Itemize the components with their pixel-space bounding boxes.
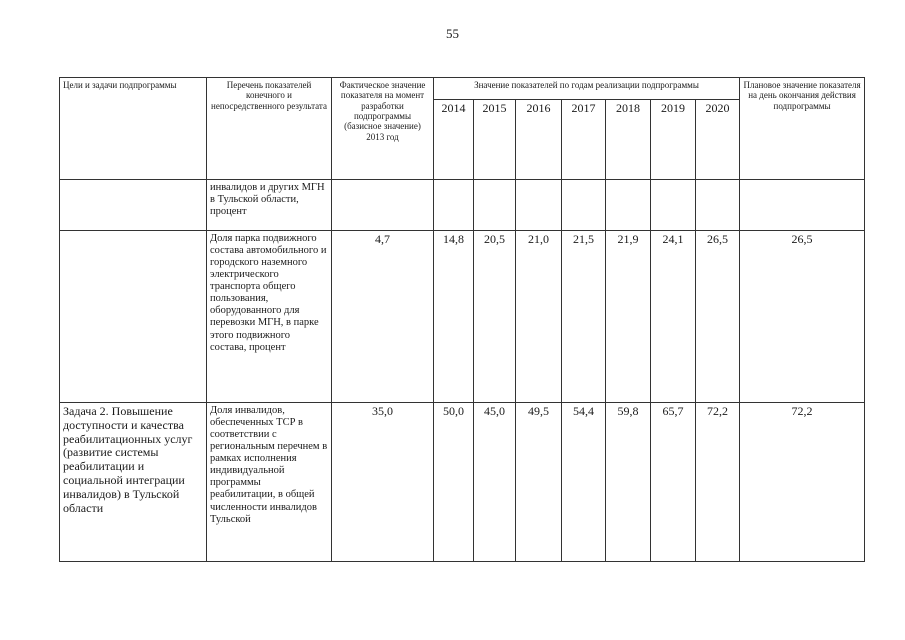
goal-cell: Задача 2. Повышение доступности и качества реабилитационных услуг (развитие системы реабилитации и социальной интеграции инвалидов) в Тульской области [60, 403, 207, 562]
value-cell [606, 180, 651, 231]
header-year: 2014 [434, 100, 474, 180]
value-cell: 21,0 [516, 231, 562, 403]
header-baseline: Фактическое значение показателя на момент разработки подпрограммы (базисное значение) 2013 год [332, 78, 434, 180]
header-row [60, 78, 865, 100]
value-cell: 50,0 [434, 403, 474, 562]
table-row [60, 180, 865, 231]
value-cell: 20,5 [474, 231, 516, 403]
header-year: 2016 [516, 100, 562, 180]
value-cell [562, 180, 606, 231]
table-row [60, 231, 865, 403]
value-cell: 49,5 [516, 403, 562, 562]
header-year: 2018 [606, 100, 651, 180]
planned-cell: 26,5 [740, 231, 865, 403]
value-cell [651, 180, 696, 231]
value-cell: 26,5 [696, 231, 740, 403]
header-goals: Цели и задачи подпрограммы [60, 78, 207, 180]
value-cell: 21,5 [562, 231, 606, 403]
value-cell: 45,0 [474, 403, 516, 562]
baseline-cell: 35,0 [332, 403, 434, 562]
header-year: 2015 [474, 100, 516, 180]
value-cell: 54,4 [562, 403, 606, 562]
header-year: 2017 [562, 100, 606, 180]
value-cell: 14,8 [434, 231, 474, 403]
indicator-cell: Доля инвалидов, обеспеченных ТСР в соответствии с региональным перечнем в рамках исполнения индивидуальной программы реабилитации, в общей численности инвалидов Тульской [207, 403, 332, 562]
planned-cell: 72,2 [740, 403, 865, 562]
table-row [60, 403, 865, 562]
goal-cell [60, 231, 207, 403]
indicators-table [59, 77, 865, 562]
header-year: 2020 [696, 100, 740, 180]
value-cell: 65,7 [651, 403, 696, 562]
planned-cell [740, 180, 865, 231]
header-year: 2019 [651, 100, 696, 180]
value-cell [696, 180, 740, 231]
indicator-cell: Доля парка подвижного состава автомобильного и городского наземного электрического транспорта общего пользования, оборудованного для перевозки МГН, в парке этого подвижного состава, процент [207, 231, 332, 403]
header-indicators: Перечень показателей конечного и непосредственного результата [207, 78, 332, 180]
value-cell: 24,1 [651, 231, 696, 403]
baseline-cell: 4,7 [332, 231, 434, 403]
baseline-cell [332, 180, 434, 231]
value-cell: 21,9 [606, 231, 651, 403]
indicator-cell: инвалидов и других МГН в Тульской области, процент [207, 180, 332, 231]
page-number: 55 [446, 26, 459, 41]
value-cell [516, 180, 562, 231]
value-cell [434, 180, 474, 231]
value-cell: 59,8 [606, 403, 651, 562]
header-planned: Плановое значение показателя на день окончания действия подпрограммы [740, 78, 865, 180]
value-cell [474, 180, 516, 231]
goal-cell [60, 180, 207, 231]
value-cell: 72,2 [696, 403, 740, 562]
header-by-year: Значение показателей по годам реализации подпрограммы [434, 78, 740, 100]
